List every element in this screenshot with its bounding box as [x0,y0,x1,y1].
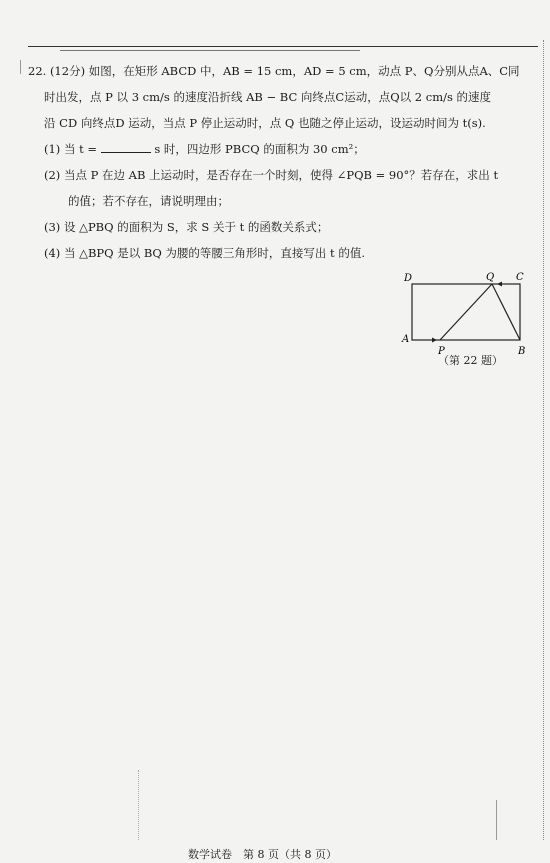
part-1 [28,136,533,162]
segment-qb [492,284,520,340]
part-2-line-2: 的值；若不存在，请说明理由； [68,194,229,208]
segment-pq [440,284,492,340]
top-divider-secondary [60,50,360,51]
label-c: C [516,272,524,283]
label-a: A [402,334,410,345]
question-22 [28,58,533,266]
part-1-suffix: s 时，四边形 PBCQ 的面积为 30 cm²； [154,142,365,156]
arrowhead-p [432,338,437,343]
question-stem-line-1: 22. (12分) 如图，在矩形 ABCD 中，AB = 15 cm，AD = 5 cm，动点 P、Q分别从点A、C同 [28,64,520,78]
answer-blank[interactable] [101,140,151,153]
top-divider [28,46,538,47]
question-stem-line-3: 沿 CD 向终点D 运动，当点 P 停止运动时，点 Q 也随之停止运动，设运动时间为 t(s). [44,116,486,130]
binding-line [543,40,544,840]
arrowhead-q [497,282,502,287]
label-b: B [518,346,526,357]
label-p: P [438,346,445,357]
label-q: Q [486,272,495,283]
page-footer: 数学试卷 第 8 页（共 8 页） [188,848,337,861]
part-1-prefix: (1) 当 t = [44,142,98,156]
part-2-line-1: (2) 当点 P 在边 AB 上运动时，是否存在一个时刻，使得 ∠PQB = 90°？若存在，求出 t [44,168,499,182]
part-3: (3) 设 △PBQ 的面积为 S，求 S 关于 t 的函数关系式； [44,220,329,234]
part-4: (4) 当 △BPQ 是以 BQ 为腰的等腰三角形时，直接写出 t 的值. [44,246,365,260]
footer-divider [138,770,140,840]
question-stem-line-2: 时出发，点 P 以 3 cm/s 的速度沿折线 AB − BC 向终点C运动，点Q以 2 cm/s 的速度 [44,90,492,104]
margin-mark [20,60,27,74]
label-d: D [404,273,413,284]
footer-divider-right [496,800,498,840]
figure-caption: （第 22 题） [438,354,503,367]
